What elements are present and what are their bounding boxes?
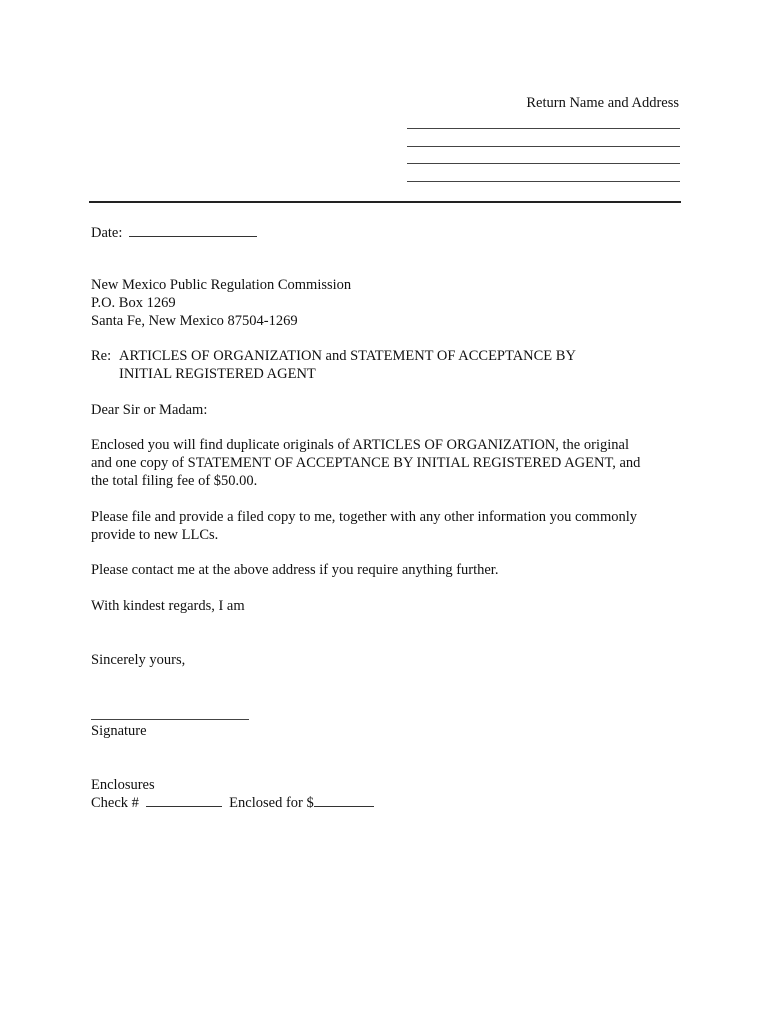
signature-label: Signature: [91, 723, 147, 739]
date-field[interactable]: [129, 223, 257, 237]
subject-line-2: INITIAL REGISTERED AGENT: [119, 366, 316, 382]
para1-line-3: the total filing fee of $50.00.: [91, 473, 258, 489]
return-address-line-4[interactable]: [407, 181, 680, 182]
salutation: Dear Sir or Madam:: [91, 402, 208, 418]
para1-line-2: and one copy of STATEMENT OF ACCEPTANCE BY INITIAL REGISTERED AGENT, and: [91, 455, 641, 471]
subject-line-1: ARTICLES OF ORGANIZATION and STATEMENT OF ACCEPTANCE BY: [119, 348, 576, 364]
recipient-line-2: P.O. Box 1269: [91, 295, 176, 311]
return-address-line-1[interactable]: [407, 128, 680, 129]
enclosed-for-label: Enclosed for $: [229, 795, 314, 811]
regards-line: With kindest regards, I am: [91, 598, 245, 614]
para2-line-1: Please file and provide a filed copy to me, together with any other information you commonly: [91, 509, 638, 525]
header-divider: [89, 201, 681, 203]
return-address-line-2[interactable]: [407, 146, 680, 147]
enclosures-label: Enclosures: [91, 777, 155, 793]
return-address-line-3[interactable]: [407, 163, 680, 164]
signature-line[interactable]: [91, 719, 249, 720]
recipient-line-1: New Mexico Public Regulation Commission: [91, 277, 352, 293]
subject-prefix: Re:: [91, 348, 112, 364]
recipient-line-3: Santa Fe, New Mexico 87504-1269: [91, 313, 298, 329]
para3: Please contact me at the above address if you require anything further.: [91, 562, 499, 578]
check-label: Check #: [91, 795, 139, 811]
enclosed-amount-field[interactable]: [314, 793, 374, 807]
para1-line-1: Enclosed you will find duplicate originals of ARTICLES OF ORGANIZATION, the original: [91, 437, 629, 453]
para2-line-2: provide to new LLCs.: [91, 527, 219, 543]
date-label: Date:: [91, 225, 123, 241]
check-number-field[interactable]: [146, 793, 222, 807]
date-row: [91, 223, 257, 242]
sincerely-line: Sincerely yours,: [91, 652, 186, 668]
return-address-label: Return Name and Address: [526, 95, 679, 111]
check-row: [91, 793, 374, 812]
